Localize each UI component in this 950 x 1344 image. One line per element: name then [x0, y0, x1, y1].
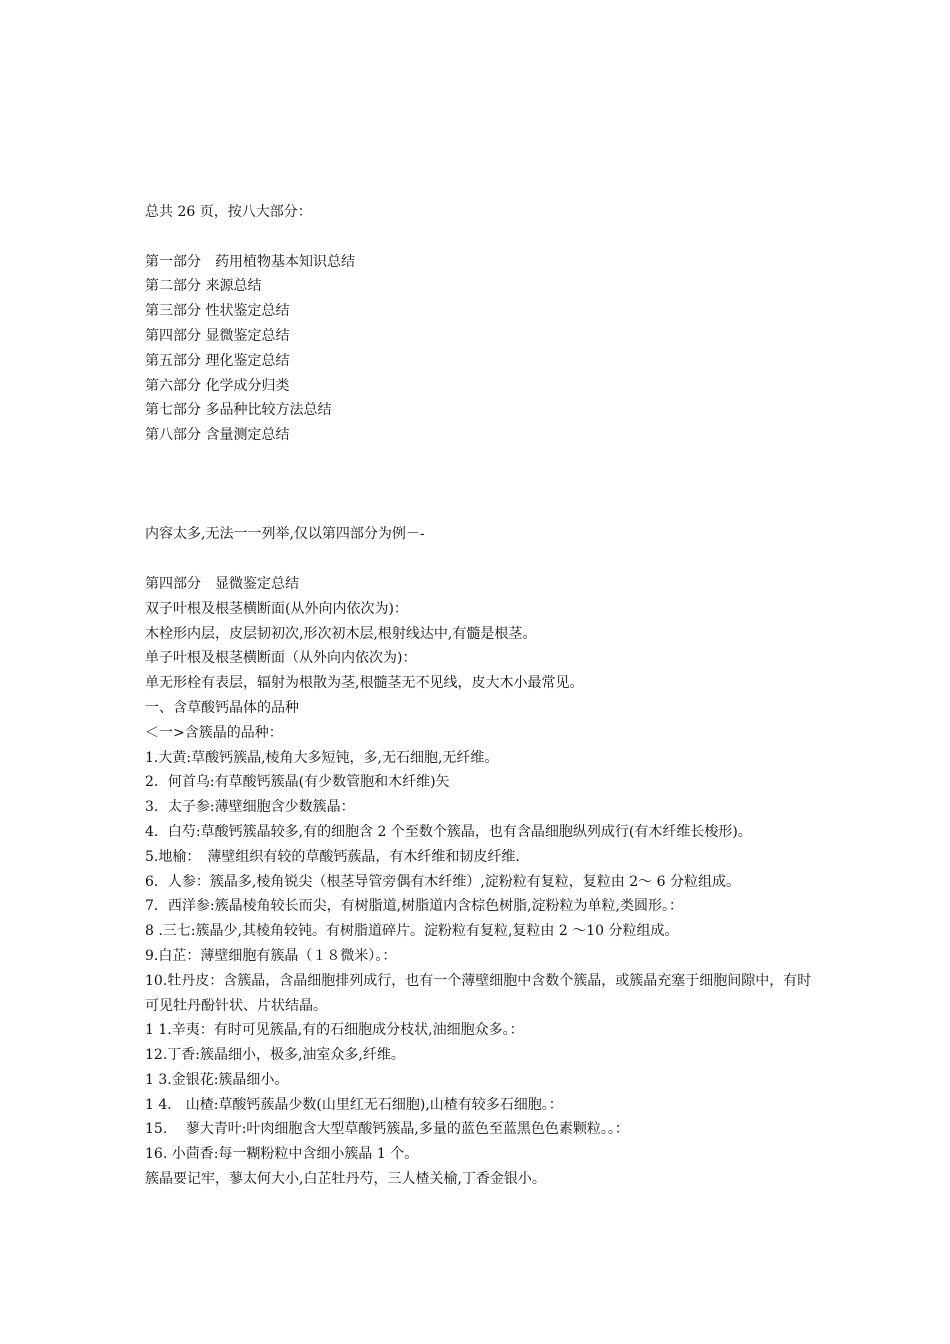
body-line: 7．西洋参:簇晶棱角较长而尖，有树脂道,树脂道内含棕色树脂,淀粉粒为单粒,类圆形。： — [145, 898, 683, 915]
spacer — [145, 225, 815, 250]
body-line: ＜一>含簇晶的品种： — [145, 724, 283, 741]
part-item: 第八部分 含量测定总结 — [145, 427, 290, 444]
note-line: 内容太多,无法一一列举,仅以第四部分为例－- — [145, 526, 425, 543]
part-item: 第二部分 来源总结 — [145, 278, 262, 295]
section-title: 第四部分 显微鉴定总结 — [145, 575, 299, 592]
body-line: 10.牡丹皮：含簇晶，含晶细胞排列成行，也有一个薄壁细胞中含数个簇晶，或簇晶充塞于细胞间隙中，有时可见牡丹酚针状、片状结晶。 — [145, 972, 812, 1014]
body-line: 3．太子参:薄壁细胞含少数簇晶： — [145, 799, 355, 816]
body-line: 8 .三七:簇晶少,其棱角较钝。有树脂道碎片。淀粉粒有复粒,复粒由 2 ～10 分粒组成。 — [145, 923, 679, 940]
body-line: 1 1.辛夷：有时可见簇晶,有的石细胞成分枝状,油细胞众多。： — [145, 1022, 524, 1039]
part-item: 第七部分 多品种比较方法总结 — [145, 402, 332, 419]
body-line: 12.丁香:簇晶细小，极多,油室众多,纤维。 — [145, 1047, 405, 1064]
part-item: 第五部分 理化鉴定总结 — [145, 352, 290, 369]
part-item: 第六部分 化学成分归类 — [145, 377, 290, 394]
section-body — [145, 597, 815, 1192]
spacer — [145, 498, 815, 523]
intro-line: 总共 26 页，按八大部分： — [145, 204, 312, 220]
body-line: 木栓形内层，皮层韧初次,形次初木层,根射线达中,有髓是根茎。 — [145, 625, 537, 642]
body-line: 双子叶根及根茎横断面(从外向内依次为)： — [145, 600, 408, 617]
body-line: 9.白芷：薄壁细胞有簇晶（１８微米）。： — [145, 947, 397, 964]
body-line: 1 4． 山楂:草酸钙蔟晶少数(山里红无石细胞),山楂有较多石细胞。： — [145, 1096, 563, 1113]
part-item: 第三部分 性状鉴定总结 — [145, 303, 290, 320]
body-line: 4．白芍:草酸钙簇晶较多,有的细胞含 2 个至数个簇晶，也有含晶细胞纵列成行(有木纤维长梭形)。 — [145, 823, 752, 840]
body-line: 1 3.金银花:簇晶细小。 — [145, 1071, 289, 1088]
spacer — [145, 547, 815, 572]
body-line: 1.大黄:草酸钙簇晶,棱角大多短钝，多,无石细胞,无纤维。 — [145, 749, 499, 766]
body-line: 2．何首乌:有草酸钙簇晶(有少数管胞和木纤维)⽮ — [145, 774, 450, 791]
body-line: 15. 蓼大青叶:叶肉细胞含大型草酸钙簇晶,多量的蓝色至蓝黑色色素颗粒。。： — [145, 1121, 629, 1138]
body-line: 一、含草酸钙晶体的品种 — [145, 699, 299, 716]
body-line: 单子叶根及根茎横断面（从外向内依次为)： — [145, 650, 417, 667]
body-line: 6．人参：簇晶多,棱角锐尖（根茎导管旁偶有木纤维）,淀粉粒有复粒，复粒由 2～ 6 分粒组成。 — [145, 873, 740, 890]
document-body — [145, 200, 815, 1192]
body-line: 单无形栓有表层，辐射为根散为茎,根髓茎无不见线，皮大木小最常见。 — [145, 675, 584, 692]
part-item: 第四部分 显微鉴定总结 — [145, 327, 290, 344]
body-line: 簇晶要记牢，蓼太何大小,白芷牡丹芍，三人楂关榆,丁香金银小。 — [145, 1171, 546, 1188]
part-item: 第一部分 药用植物基本知识总结 — [145, 253, 355, 270]
body-line: 5.地榆： 薄壁组织有较的草酸钙蔟晶，有木纤维和韧皮纤维. — [145, 848, 520, 865]
spacer — [145, 448, 815, 498]
parts-list — [145, 250, 815, 448]
body-line: 16. 小茴香:每一糊粉粒中含细小簇晶 1 个。 — [145, 1146, 419, 1163]
